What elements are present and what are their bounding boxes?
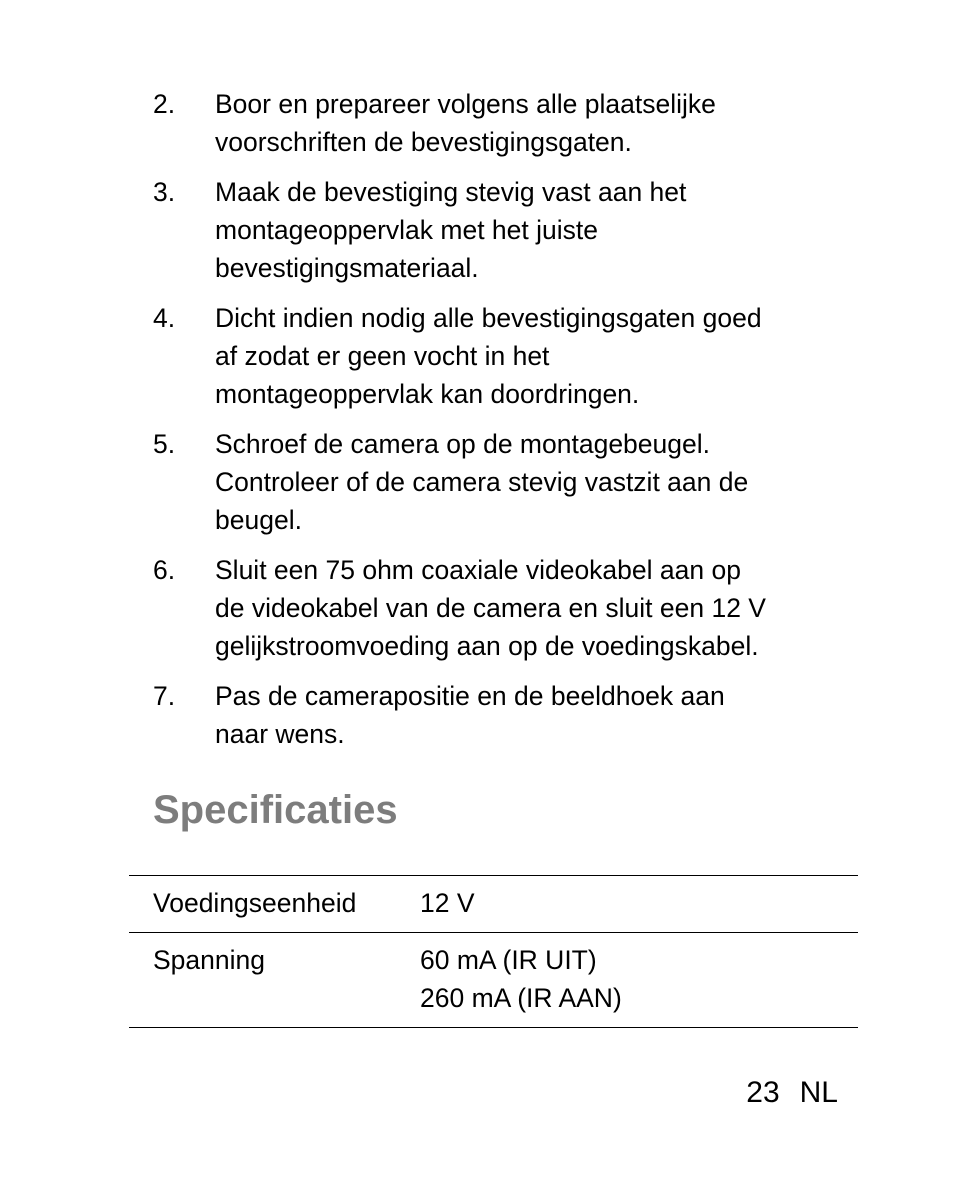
spec-label: Spanning: [153, 945, 265, 975]
step-number: 7.: [153, 681, 176, 711]
step-number: 2.: [153, 89, 176, 119]
step-text: Pas de camerapositie en de beeldhoek aan naar wens.: [215, 681, 725, 749]
section-heading: Specificaties: [153, 788, 398, 832]
step-item: [153, 425, 843, 539]
step-item: [153, 677, 843, 753]
language-code: NL: [799, 1076, 838, 1109]
step-item: [153, 173, 843, 287]
step-item: [153, 299, 843, 413]
page-footer: [746, 1073, 838, 1113]
spec-label: Voedingseenheid: [153, 888, 357, 918]
step-number: 6.: [153, 555, 176, 585]
step-text: Sluit een 75 ohm coaxiale videokabel aan op de videokabel van de camera en sluit een 12 V gelijkstroomvoeding aan op de voedingskabel.: [215, 555, 766, 661]
instruction-steps: [153, 85, 843, 765]
step-number: 3.: [153, 177, 176, 207]
spec-value-cell: [420, 876, 858, 933]
spec-value: 60 mA (IR UIT): [420, 945, 597, 975]
step-text: Dicht indien nodig alle bevestigingsgaten goed af zodat er geen vocht in het montageoppervlak kan doordringen.: [215, 303, 762, 409]
step-text: Maak de bevestiging stevig vast aan het montageoppervlak met het juiste bevestigingsmateriaal.: [215, 177, 687, 283]
page-number: 23: [746, 1076, 780, 1109]
step-number: 5.: [153, 429, 176, 459]
step-text: Schroef de camera op de montagebeugel. Controleer of de camera stevig vastzit aan de beugel.: [215, 429, 749, 535]
step-item: [153, 551, 843, 665]
table-row: [129, 876, 858, 933]
table-row: [129, 933, 858, 1028]
spec-value: 260 mA (IR AAN): [420, 983, 622, 1013]
spec-value-cell: [420, 933, 858, 1028]
spec-table: [129, 875, 858, 1028]
step-item: [153, 85, 843, 161]
spec-value: 12 V: [420, 888, 475, 918]
step-number: 4.: [153, 303, 176, 333]
step-text: Boor en prepareer volgens alle plaatselijke voorschriften de bevestigingsgaten.: [215, 89, 716, 157]
